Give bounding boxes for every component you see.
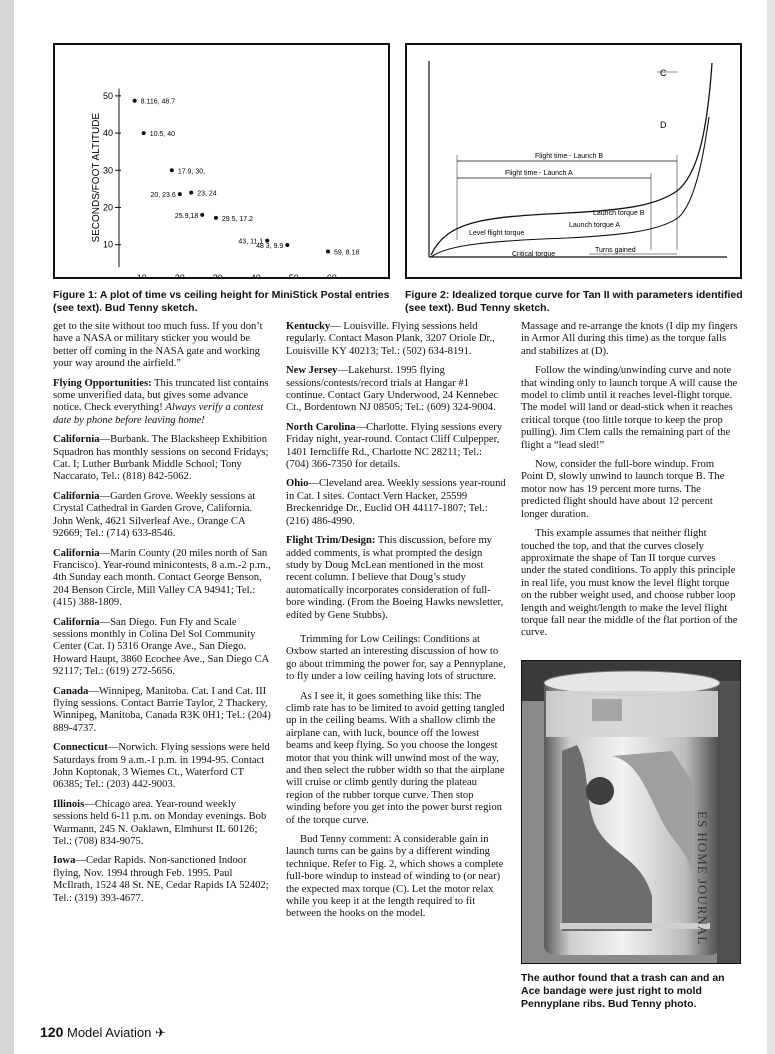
y-tick-label: 30 [102, 165, 113, 176]
y-tick-label: 40 [102, 128, 113, 139]
y-tick-label: 50 [102, 90, 113, 101]
data-point-label: 43, 11.1 [238, 238, 264, 246]
page-edge-left [0, 0, 14, 1054]
data-point [326, 249, 330, 253]
y-tick-label: 20 [102, 202, 113, 213]
data-point [133, 99, 137, 103]
listing-state: North Carolina [286, 421, 356, 433]
listing-text: — Louisville. Flying sessions held regularly. Contact Mason Plank, 3207 Oriole Dr., Louisville KY 40213; Tel.: (502) 634-8191. [286, 321, 495, 357]
x-tick-label [213, 273, 223, 277]
data-point-label: 48 3, 9.9 [256, 243, 284, 251]
listing-text: —Cedar Rapids. Non-sanctioned Indoor flying, Nov. 1994 through Feb. 1995. Paul McIlrath, 1524 48 St. NE, Cedar Rapids IA 52402; Tel.: (319) 393-4677. [53, 855, 269, 904]
paragraph-flying-opportunities [53, 378, 271, 428]
figure-2-frame [405, 43, 742, 279]
paragraph-trimming-low-ceilings: Trimming for Low Ceilings: Conditions at Oxbow started an interesting discussion of how to go about trimming the power for, say a Pennyplane, to fly under a low ceiling having lots of structure. [286, 633, 506, 683]
listing-iowa [53, 855, 271, 905]
listing-state: California [53, 434, 100, 446]
data-point [285, 243, 289, 247]
label-flight-time-a: Flight time - Launch A [505, 170, 573, 177]
page-footer [40, 1024, 166, 1041]
can-label-text: ES HOME JOURNAL [695, 811, 710, 946]
listing-text: —Burbank. The Blacksheep Exhibition Squadron has monthly sessions on second Fridays; Cat. I; Luther Burbank Middle School; Tony Naccarato, Tel.: (818) 842-5062. [53, 434, 269, 483]
listing-state: California [53, 547, 100, 559]
data-point-label: 23, 24 [197, 190, 217, 198]
paragraph-bud-tenny-comment: Bud Tenny comment: A considerable gain in launch turns can be gains by a different winding technique. Refer to Fig. 2, which shows a complete full-bore windup to instead of winding to (or near) the expected max torque (C). Let the motor relax while you keep it at the length required to fit between the hooks on the model. [286, 834, 504, 920]
y-axis-label: SECONDS/FOOT ALTITUDE [91, 112, 102, 243]
listing-north-carolina [286, 422, 506, 472]
label-d: D [660, 120, 667, 130]
column-1 [53, 321, 271, 912]
listing-california-garden-grove [53, 491, 271, 541]
x-tick-label [327, 273, 337, 277]
paragraph-follow-curve: Follow the winding/unwinding curve and note that winding only to launch torque A will cause the model to climb until it reaches level-flight torque. The model will land or dead-stick when it reaches critical torque (too little torque to keep the prop pulling). Jim Clem calls the remaining part of the flight a “lead sled!” [521, 365, 738, 451]
listing-state: California [53, 490, 100, 502]
figure-1-frame [53, 43, 390, 279]
data-point [214, 216, 218, 220]
listing-state: Iowa [53, 855, 76, 867]
figure-2-chart [407, 45, 740, 277]
listing-text: —Cleveland area. Weekly sessions year-round in Cat. I sites. Contact Vern Hacker, 25599 Breckenridge Dr., Euclid OH 44117-1807; Tel.: (216) 486-4990. [286, 478, 506, 527]
heading-flying-opportunities: Flying Opportunities: [53, 377, 152, 389]
listing-text: —Marin County (20 miles north of San Francisco). Year-round minicontests, 8 a.m.-2 p.m., 4th Sunday each month. Contact George Benson, 204 Benson Circle, Mill Valley CA 94941; Tel.: (415) 388-1809. [53, 547, 271, 609]
listing-text: —Charlotte. Flying sessions every Friday night, year-round. Contact Cliff Culpepper, 1401 Ierncliffe Rd., Charlotte NC 28211; Tel.: (704) 366-7350 for details. [286, 421, 503, 471]
listing-illinois [53, 799, 271, 849]
paragraph-full-bore-windup: Now, consider the full-bore windup. From Point D, slowly unwind to launch torque B. The motor now has 19 percent more turns. The predicted flight should have about 12 percent longer duration. [521, 459, 725, 520]
listing-california-marin [53, 548, 271, 610]
page-edge-right [767, 0, 775, 1054]
paragraph-intro-end: get to the site without too much fuss. If you don’t have a NASA or military sticker you would be better off coming in the NASA gate and working your way around the airfield.” [53, 321, 263, 370]
data-point [170, 168, 174, 172]
label-level-flight-torque: Level flight torque [469, 230, 525, 237]
listing-state: Ohio [286, 478, 309, 490]
text-flying-opportunities: This truncated list contains some unverified data, but gives some advance notice. Check everything! [53, 377, 269, 414]
page-number: 120 [40, 1024, 64, 1040]
data-point [142, 131, 146, 135]
paragraph-massage-knots: Massage and re-arrange the knots (I dip my fingers in Armor All during this time) as the torque falls and stabilizes at (D). [521, 321, 738, 357]
data-point-label: 17.9, 30, [177, 168, 206, 176]
paragraph-flight-trim [286, 535, 506, 622]
magazine-name: Model Aviation [66, 1025, 152, 1040]
listing-california-san-diego [53, 617, 271, 679]
figure-1-chart [55, 45, 388, 277]
data-point [178, 192, 182, 196]
trash-can-photo [521, 660, 741, 964]
label-flight-time-b: Flight time - Launch B [535, 153, 604, 160]
heading-flight-trim-design: Flight Trim/Design: [286, 535, 376, 547]
listing-california-burbank [53, 434, 271, 484]
listing-kentucky [286, 321, 506, 358]
listing-text: —Garden Grove. Weekly sessions at Crystal Cathedral in Garden Grove, California. John Wenk, 4621 Silverleaf Ave., Orange CA 92669; Tel.: (714) 633-8546. [53, 490, 256, 540]
listing-text: —San Diego. Fun Fly and Scale sessions monthly in Colina Del Sol Community Center (Cat. I) 5316 Orange Ave., San Diego. Howard Haupt, 3860 Ecochee Ave., San Diego CA 92117; Tel.: (619) 272-5656. [53, 616, 269, 678]
label-c: C [660, 68, 667, 78]
listing-state: Kentucky [286, 321, 331, 332]
label-turns-gained: Turns gained [595, 247, 636, 254]
x-tick-label [137, 273, 147, 277]
listing-state: Canada [53, 685, 89, 697]
data-point [265, 239, 269, 243]
x-tick-label [175, 273, 185, 277]
label-launch-torque-a: Launch torque A [569, 222, 620, 229]
paragraph-example-assumptions: This example assumes that neither flight touched the top, and that the curves closely approximate the shape of Tan II torque curves under the stated conditions. To apply this principle in real life, you must know the level flight torque on the rubber weight used, and choose rubber loop length and weight/length to make the level flight torque fall near the middle of the flat portion of the curve. [521, 528, 738, 639]
x-tick-label [251, 273, 261, 277]
data-point-label: 25.9,18 [174, 212, 199, 220]
data-point [189, 191, 193, 195]
listing-text: —Norwich. Flying sessions were held Saturdays from 9 a.m.-1 p.m. in 1994-95. Contact John Koptonak, 3 Wiemes Ct., Waterford CT 06385; Tel.: (203) 442-9003. [53, 742, 270, 791]
data-point-label: 8.116, 48.7 [140, 98, 176, 106]
listing-new-jersey [286, 365, 506, 415]
label-critical-torque: Critical torque [512, 251, 556, 258]
data-point-label: 10.5, 40 [149, 131, 176, 139]
figure-1-caption: Figure 1: A plot of time vs ceiling height for MiniStick Postal entries (see text). Bud Tenny sketch. [53, 289, 390, 314]
listing-text: —Chicago area. Year-round weekly sessions held 6-11 p.m. on Monday evenings. Bob Warmann, 245 N. Oaklawn, Elmhurst IL 60126; Tel.: (708) 834-9075. [53, 798, 267, 848]
paragraph-as-i-see-it: As I see it, it goes something like this: The climb rate has to be limited to avoid getting tangled up in the ceiling beams. With a shallow climb the airplane can, with luck, bounce off the lowest beams and keep flying. So you choose the longest motor that you think will unwind most of the way, and then select the rubber width so that the airplane will cruise or climb gently during the plateau region of the rubber torque curve. Then stop winding before you get into the power burst region of the torque curve. [286, 690, 505, 826]
listing-ohio [286, 478, 506, 528]
listing-text: —Winnipeg, Manitoba. Cat. I and Cat. III flying sessions. Contact Barrie Taylor, 2 Thackery, Winnipeg, Manitoba, Canada R3K 0H1; Tel.: (204) 889-4737. [53, 685, 271, 734]
listing-text: —Lakehurst. 1995 flying sessions/contests/record trials at Hangar #1 continue. Contact Gary Underwood, 24 Kennebec Ct., Bordentown NJ 08505; Tel.: (609) 324-9004. [286, 365, 499, 414]
column-2 [286, 321, 506, 928]
data-point-label: 20, 23.6 [150, 192, 176, 200]
text-flight-trim: This discussion, before my added comments, is what prompted the design study by Doug McLean mentioned in the most recent column. I believe that Doug’s study automatically incorporates consideration of full-bore winding. (From the Boeing Hawks newsletter, edited by Gene Stubbs). [286, 535, 504, 621]
data-point-label: 59, 8.18 [334, 249, 360, 257]
x-tick-label [289, 273, 299, 277]
listing-state: Connecticut [53, 742, 108, 754]
listing-canada-winnipeg [53, 686, 271, 736]
listing-connecticut [53, 742, 271, 792]
label-launch-torque-b: Launch torque B [593, 210, 645, 217]
airplane-icon: ✈ [154, 1025, 166, 1040]
listing-state: New Jersey [286, 365, 338, 377]
y-tick-label: 10 [102, 239, 113, 250]
data-point [200, 213, 204, 217]
data-point-label: 29.5, 17.2 [221, 215, 254, 223]
figure-2-caption: Figure 2: Idealized torque curve for Tan II with parameters identified (see text). Bud Tenny sketch. [405, 289, 743, 314]
column-3 [521, 321, 739, 647]
photo-caption: The author found that a trash can and an Ace bandage were just right to mold Pennyplane ribs. Bud Tenny photo. [521, 972, 725, 1010]
text-verify-warning: Always verify a contest date by phone before leaving home! [53, 402, 264, 426]
listing-state: California [53, 616, 100, 628]
listing-state: Illinois [53, 798, 85, 810]
